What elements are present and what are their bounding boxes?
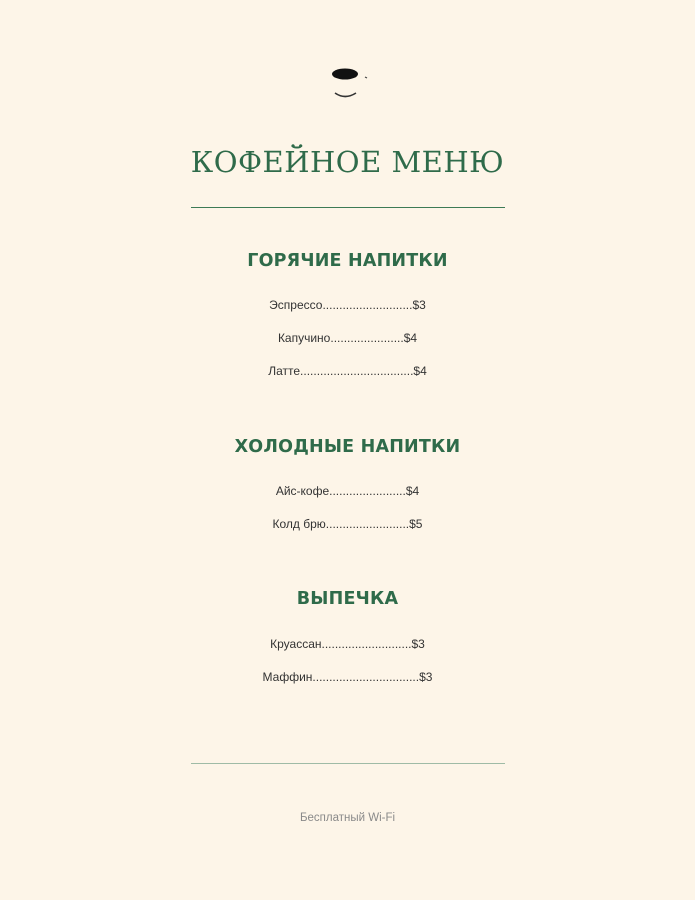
menu-item-cold-brew: Колд брю.........................$5	[272, 517, 423, 531]
menu-item-cappuccino: Капучино......................$4	[277, 331, 418, 345]
menu-item-iced-coffee: Айс-кофе.......................$4	[275, 484, 420, 498]
menu-item-latte: Латте..................................$4	[268, 364, 427, 378]
footer-note: Бесплатный Wi-Fi	[299, 812, 396, 824]
menu-item-espresso: Эспрессо...........................$3	[269, 298, 426, 312]
coffee-cup-icon	[329, 66, 369, 106]
menu-title: КОФЕЙНОЕ МЕНЮ	[190, 145, 505, 179]
section-title-cold-drinks: ХОЛОДНЫЕ НАПИТКИ	[234, 437, 461, 457]
menu-item-muffin: Маффин................................$3	[262, 670, 433, 684]
bottom-divider	[191, 763, 505, 764]
menu-item-croissant: Круассан...........................$3	[270, 637, 425, 651]
section-title-hot-drinks: ГОРЯЧИЕ НАПИТКИ	[247, 251, 448, 271]
section-title-pastries: ВЫПЕЧКА	[296, 589, 399, 609]
top-divider	[191, 207, 505, 208]
